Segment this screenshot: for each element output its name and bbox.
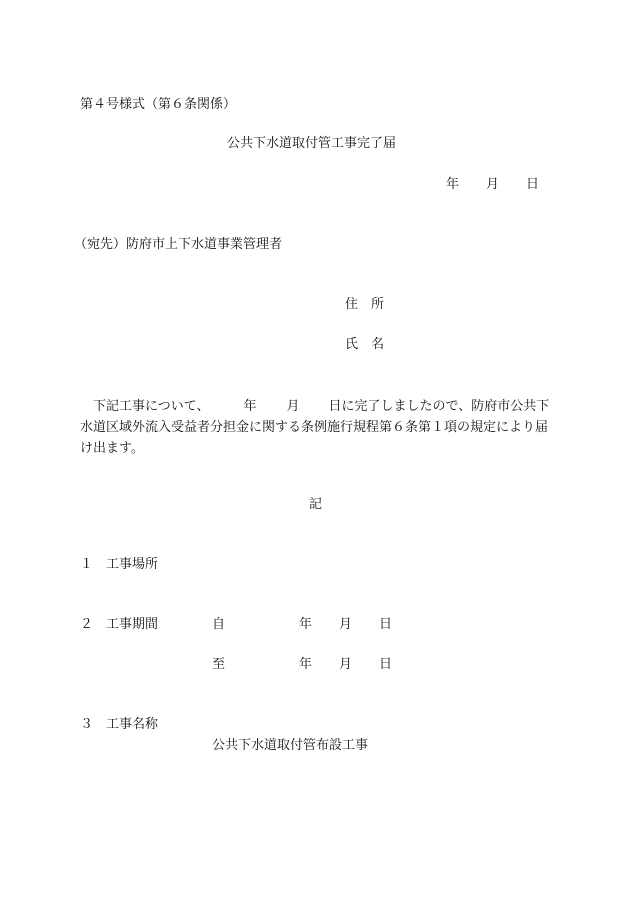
body-paragraph [80,396,560,459]
item-location-number: １ [80,557,94,572]
ki-heading: 記 [309,497,323,512]
submission-date-month: 月 [486,177,500,192]
period-to-month: 月 [339,657,353,672]
period-to-label: 至 [212,657,226,672]
body-month: 月 [286,399,300,414]
document-title: 公共下水道取付管工事完了届 [227,136,397,151]
period-from-day: 日 [379,617,393,632]
item-period-number: ２ [80,617,94,632]
period-from-year: 年 [299,617,313,632]
addressee: （宛先）防府市上下水道事業管理者 [74,237,283,252]
item-work-name-number: ３ [80,717,94,732]
submission-date-year: 年 [446,177,460,192]
item-work-name-value: 公共下水道取付管布設工事 [212,738,369,753]
form-number: 第４号様式（第６条関係） [80,97,237,112]
period-from-month: 月 [339,617,353,632]
period-from-label: 自 [212,617,226,632]
item-location-label: 工事場所 [106,557,159,572]
period-to-day: 日 [379,657,393,672]
period-to-year: 年 [299,657,313,672]
applicant-name-label: 氏 名 [345,337,385,352]
item-period-label: 工事期間 [106,617,159,632]
submission-date-day: 日 [526,177,540,192]
applicant-address-label: 住 所 [345,297,385,312]
body-day: 日 [328,399,342,414]
body-prefix: 下記工事について、 [80,399,210,414]
item-work-name-label: 工事名称 [106,717,159,732]
body-suffix: に完了しましたので、防府市公共下水道区域外流入受益者分担金に関する条例施行規程第６条第１項の規定により届け出ます。 [80,399,550,456]
body-year: 年 [243,399,257,414]
